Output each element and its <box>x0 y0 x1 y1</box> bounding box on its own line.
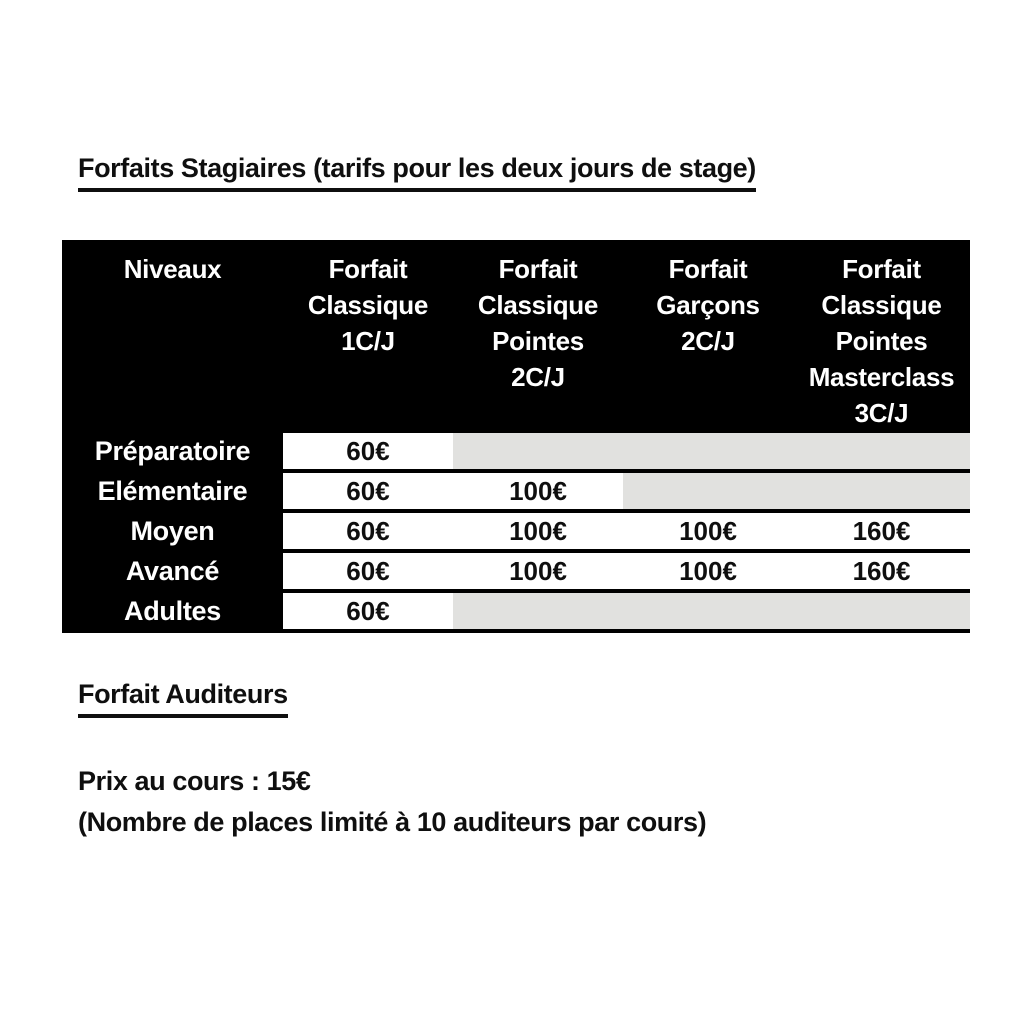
price-cell: 60€ <box>283 433 453 469</box>
column-header-forfait-classique-pointes-masterclass-3cj <box>793 251 970 433</box>
column-header-niveaux <box>62 251 283 433</box>
price-cell: 100€ <box>623 513 793 549</box>
header-line: 3C/J <box>854 398 909 428</box>
table-row-avance <box>62 553 970 589</box>
row-label: Adultes <box>124 596 221 626</box>
column-header-forfait-classique-1cj <box>283 251 453 433</box>
header-line: 2C/J <box>681 326 735 356</box>
table-body <box>62 433 970 633</box>
price-cell: 60€ <box>283 473 453 509</box>
header-line: Forfait <box>668 254 748 284</box>
table-header-row <box>62 240 970 433</box>
unavailable-cell <box>623 473 970 509</box>
price-cell: 100€ <box>453 473 623 509</box>
price-cell: 60€ <box>283 513 453 549</box>
auditeurs-price-line: Prix au cours : 15€ <box>78 766 311 796</box>
price-cell: 60€ <box>283 553 453 589</box>
auditeurs-note-line: (Nombre de places limité à 10 auditeurs par cours) <box>78 807 707 837</box>
header-line: Classique <box>477 290 599 320</box>
auditeurs-heading: Forfait Auditeurs <box>78 679 288 718</box>
header-line: Forfait <box>328 254 408 284</box>
price-cell: 100€ <box>453 553 623 589</box>
header-line: Pointes <box>835 326 928 356</box>
header-line: Forfait <box>498 254 578 284</box>
unavailable-cell <box>453 593 970 629</box>
header-line: 1C/J <box>341 326 395 356</box>
header-line: Pointes <box>492 326 584 356</box>
header-line: Classique <box>821 290 942 320</box>
table-row-preparatoire <box>62 433 970 469</box>
column-header-forfait-garcons-2cj <box>623 251 793 433</box>
price-cell: 60€ <box>283 593 453 629</box>
pricing-table <box>62 240 970 633</box>
row-label: Préparatoire <box>94 436 251 466</box>
table-row-moyen <box>62 513 970 549</box>
row-label: Moyen <box>130 516 215 546</box>
header-line: Niveaux <box>123 254 222 284</box>
header-line: Forfait <box>842 254 921 284</box>
table-row-elementaire <box>62 473 970 509</box>
price-cell: 160€ <box>793 513 970 549</box>
table-row-adultes <box>62 593 970 629</box>
header-line: Garçons <box>656 290 760 320</box>
price-cell: 100€ <box>623 553 793 589</box>
header-line: 2C/J <box>511 362 565 392</box>
unavailable-cell <box>453 433 970 469</box>
price-cell: 160€ <box>793 553 970 589</box>
page-title: Forfaits Stagiaires (tarifs pour les deux jours de stage) <box>78 153 756 192</box>
row-label: Avancé <box>125 556 220 586</box>
header-line: Masterclass <box>808 362 955 392</box>
header-line: Classique <box>307 290 429 320</box>
price-cell: 100€ <box>453 513 623 549</box>
column-header-forfait-classique-pointes-2cj <box>453 251 623 433</box>
row-label: Elémentaire <box>97 476 248 506</box>
